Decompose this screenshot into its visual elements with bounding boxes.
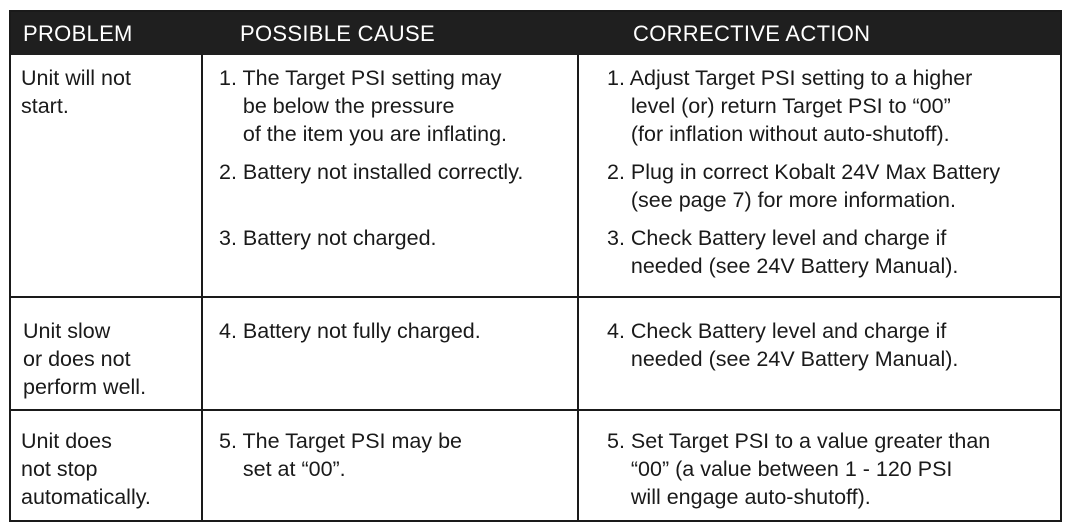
action-cell: 3. Check Battery level and charge if needed (see 24V Battery Manual). [607, 226, 959, 278]
action-cell: 5. Set Target PSI to a value greater than “00” (a value between 1 - 120 PSI will engage auto-shutoff). [607, 429, 991, 509]
problem-cell: Unit slow or does not perform well. [23, 319, 147, 399]
table-header [11, 12, 1060, 55]
column-divider [577, 55, 579, 520]
header-problem: PROBLEM [23, 21, 133, 46]
action-cell: 2. Plug in correct Kobalt 24V Max Battery (see page 7) for more information. [607, 160, 1001, 212]
problem-cell: Unit does not stop automatically. [21, 429, 151, 509]
problem-cell: Unit will not start. [21, 66, 131, 118]
action-cell: 4. Check Battery level and charge if needed (see 24V Battery Manual). [607, 319, 959, 371]
row-divider [11, 409, 1060, 411]
cause-cell: 3. Battery not charged. [219, 226, 437, 250]
column-divider [201, 55, 203, 520]
action-cell: 1. Adjust Target PSI setting to a higher level (or) return Target PSI to “00” (for inflation without auto-shutoff). [607, 66, 973, 146]
cause-cell: 5. The Target PSI may be set at “00”. [219, 429, 463, 481]
header-corrective-action: CORRECTIVE ACTION [633, 21, 871, 46]
troubleshooting-table [9, 10, 1062, 522]
cause-cell: 4. Battery not fully charged. [219, 319, 481, 343]
header-possible-cause: POSSIBLE CAUSE [240, 21, 435, 46]
cause-cell: 2. Battery not installed correctly. [219, 160, 524, 184]
row-divider [11, 296, 1060, 298]
cause-cell: 1. The Target PSI setting may be below the pressure of the item you are inflating. [219, 66, 508, 146]
